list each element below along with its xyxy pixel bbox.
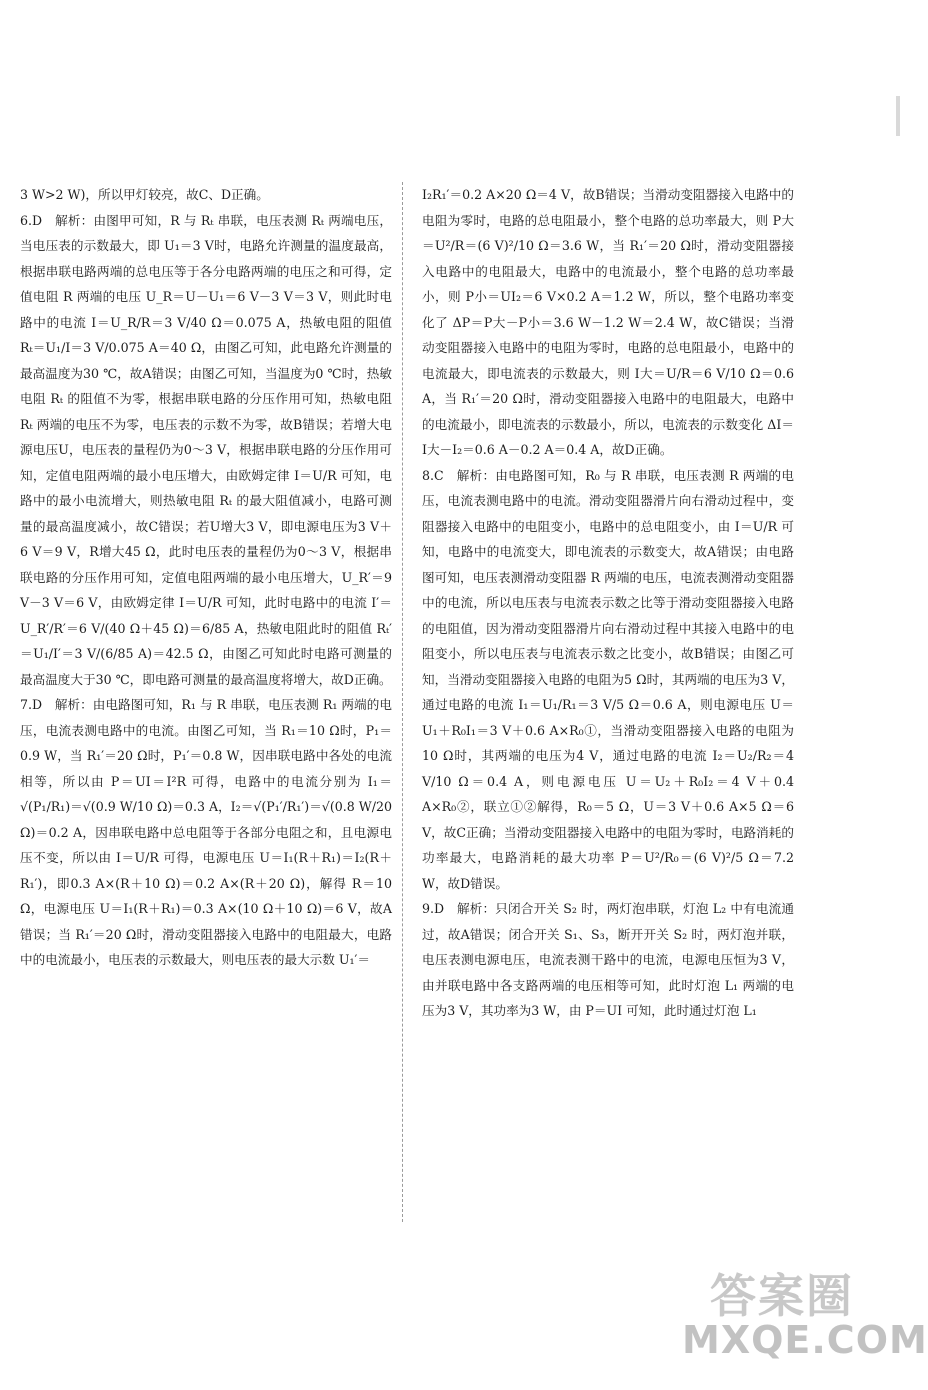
- answer-item-6: 6.D 解析：由图甲可知，R 与 Rₜ 串联，电压表测 Rₜ 两端电压，当电压表的示数最大，即 U₁＝3 V时，电路允许测量的温度最高，根据串联电路两端的总电压等于各分电路两端的电压之和可得，定值电阻 R 两端的电压 U_R＝U－U₁＝6 V－3 V＝3 V，则此时电路中的电流 I＝U_R/R＝3 V/40 Ω＝0.075 A，热敏电阻的阻值 Rₜ＝U₁/I＝3 V/0.075 A＝40 Ω，由图乙可知，此电路允许测量的最高温度为30 ℃，故A错误；由图乙可知，当温度为0 ℃时，热敏电阻 Rₜ 的阻值不为零，根据串联电路的分压作用可知，热敏电阻 Rₜ 两端的电压不为零，电压表的示数不为零，故B错误；若增大电源电压U，电压表的量程仍为0～3 V，根据串联电路的分压作用可知，定值电阻两端的最小电压增大，由欧姆定律 I＝U/R 可知，电路中的最小电流增大，则热敏电阻 Rₜ 的最大阻值减小，电路可测量的最高温度减小，故C错误；若U增大3 V，即电源电压为3 V＋6 V＝9 V，R增大45 Ω，此时电压表的量程仍为0～3 V，根据串联电路的分压作用可知，定值电阻两端的最小电压增大，U_R′＝9 V－3 V＝6 V，由欧姆定律 I＝U/R 可知，此时电路中的电流 I′＝U_R′/R′＝6 V/(40 Ω＋45 Ω)＝6/85 A，热敏电阻此时的阻值 Rₜ′＝U₁/I′＝3 V/(6/85 A)＝42.5 Ω，由图乙可知此时电路可测量的最高温度大于30 ℃，即电路可测量的最高温度将增大，故D正确。: [20, 212, 392, 687]
- watermark-logo: [682, 1256, 928, 1376]
- left-column: [20, 182, 392, 973]
- watermark-bottom-text: MXQE.COM: [682, 1318, 928, 1362]
- answer-item-8: 8.C 解析：由电路图可知，R₀ 与 R 串联，电压表测 R 两端的电压，电流表测电路中的电流。滑动变阻器滑片向右滑动过程中，变阻器接入电路中的电阻变小，电路中的总电阻变小，由 I＝U/R 可知，电路中的电流变大，即电流表的示数变大，故A错误；由电路图可知，电压表测滑动变阻器 R 两端的电压，电流表测滑动变阻器中的电流，所以电压表与电流表示数之比等于滑动变阻器接入电路的电阻值，因为滑动变阻器滑片向右滑动过程中其接入电路中的电阻变小，所以电压表与电流表示数之比变小，故B错误；由图乙可知，当滑动变阻器接入电路的电阻为5 Ω时，其两端的电压为3 V，通过电路的电流 I₁＝U₁/R₁＝3 V/5 Ω＝0.6 A，则电源电压 U＝U₁＋R₀I₁＝3 V＋0.6 A×R₀①，当滑动变阻器接入电路的电阻为10 Ω时，其两端的电压为4 V，通过电路的电流 I₂＝U₂/R₂＝4 V/10 Ω＝0.4 A，则电源电压 U＝U₂＋R₀I₂＝4 V＋0.4 A×R₀②，联立①②解得，R₀＝5 Ω，U＝3 V＋0.6 A×5 Ω＝6 V，故C正确；当滑动变阻器接入电路中的电阻为零时，电路消耗的功率最大，电路消耗的最大功率 P＝U²/R₀＝(6 V)²/5 Ω＝7.2 W，故D错误。: [422, 467, 794, 891]
- right-column: [422, 182, 794, 1024]
- answer-item-7: 7.D 解析：由电路图可知，R₁ 与 R 串联，电压表测 R₁ 两端的电压，电流表测电路中的电流。由图乙可知，当 R₁＝10 Ω时，P₁＝0.9 W，当 R₁′＝20 Ω时，P₁′＝0.8 W，因串联电路中各处的电流相等，所以由 P＝UI＝I²R 可得，电路中的电流分别为 I₁＝√(P₁/R₁)＝√(0.9 W/10 Ω)＝0.3 A，I₂＝√(P₁′/R₁′)＝√(0.8 W/20 Ω)＝0.2 A，因串联电路中总电阻等于各部分电阻之和，且电源电压不变，所以由 I＝U/R 可得，电源电压 U＝I₁(R＋R₁)＝I₂(R＋R₁′)，即0.3 A×(R＋10 Ω)＝0.2 A×(R＋20 Ω)，解得 R＝10 Ω，电源电压 U＝I₁(R＋R₁)＝0.3 A×(10 Ω＋10 Ω)＝6 V，故A错误；当 R₁′＝20 Ω时，滑动变阻器接入电路中的电阻最大，电路中的电流最小，电压表的示数最大，则电压表的最大示数 U₁′＝: [20, 697, 392, 967]
- page-edge-mark: [896, 96, 900, 136]
- answer-item-7-continued: I₂R₁′＝0.2 A×20 Ω＝4 V，故B错误；当滑动变阻器接入电路中的电阻为零时，电路的总电阻最小，整个电路的总功率最大，则 P大＝U²/R＝(6 V)²/10 Ω＝3.6 W，当 R₁′＝20 Ω时，滑动变阻器接入电路中的电阻最大，电路中的电流最小，整个电路的总功率最小，则 P小＝UI₂＝6 V×0.2 A＝1.2 W，所以，整个电路功率变化了 ΔP＝P大－P小＝3.6 W－1.2 W＝2.4 W，故C错误；当滑动变阻器接入电路中的电阻为零时，电路的总电阻最小，电路中的电流最大，即电流表的示数最大，则 I大＝U/R＝6 V/10 Ω＝0.6 A，当 R₁′＝20 Ω时，滑动变阻器接入电路中的电阻最大，电路中的电流最小，即电流表的示数最小，所以，电流表的示数变化 ΔI＝I大－I₂＝0.6 A－0.2 A＝0.4 A，故D正确。: [422, 187, 794, 457]
- column-divider: [402, 182, 403, 1222]
- paragraph-continuation: 3 W>2 W)，所以甲灯较亮，故C、D正确。: [20, 187, 269, 202]
- answer-item-9: 9.D 解析：只闭合开关 S₂ 时，两灯泡串联，灯泡 L₂ 中有电流通过，故A错误；闭合开关 S₁、S₃，断开开关 S₂ 时，两灯泡并联，电压表测电源电压，电流表测干路中的电流，电源电压恒为3 V，由并联电路中各支路两端的电压相等可知，此时灯泡 L₁ 两端的电压为3 V，其功率为3 W，由 P＝UI 可知，此时通过灯泡 L₁: [422, 901, 794, 1018]
- watermark-top-text: 答案圈: [710, 1269, 854, 1323]
